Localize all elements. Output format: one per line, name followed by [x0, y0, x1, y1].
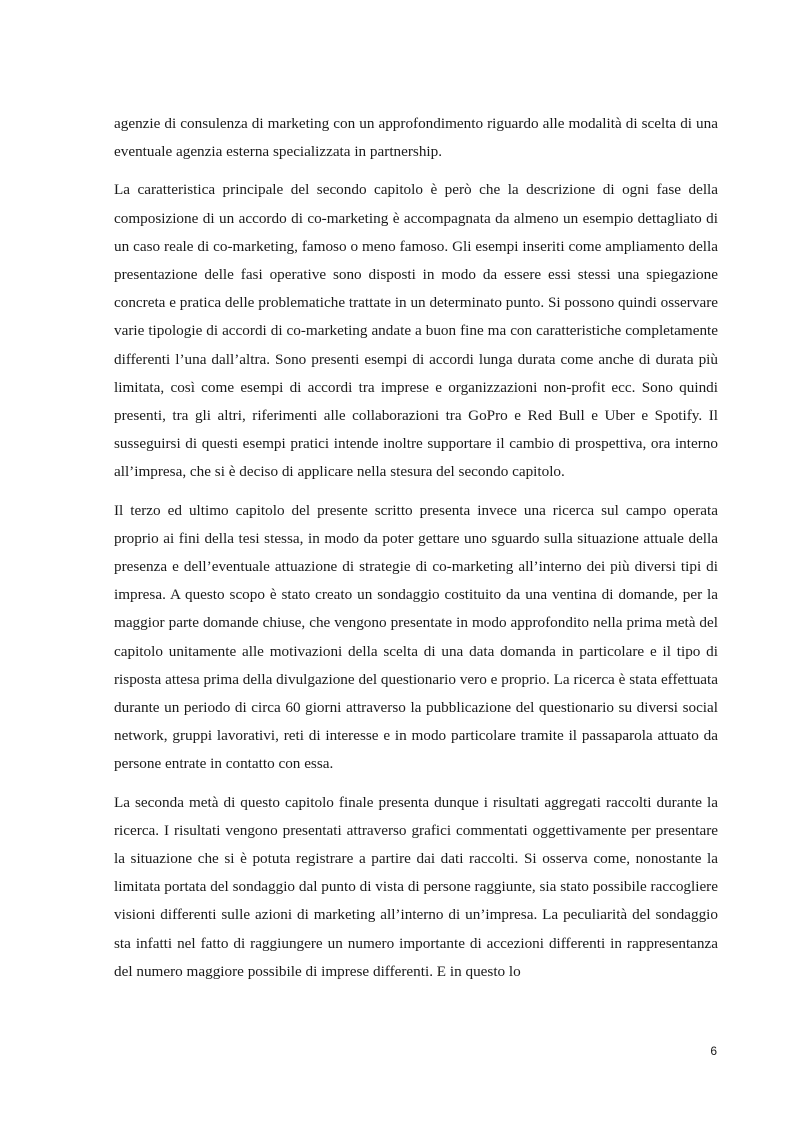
paragraph-third-chapter: Il terzo ed ultimo capitolo del presente scritto presenta invece una ricerca sul campo operata proprio ai fini della tesi stessa, in modo da poter gettare uno sguardo sulla situazione attuale della presenza e dell’eventuale attuazione di strategie di co-marketing all’interno dei più diversi tipi di impresa. A questo scopo è stato creato un sondaggio costituito da una ventina di domande, per la maggior parte domande chiuse, che vengono presentate in modo approfondito nella prima metà del capitolo unitamente alle motivazioni della scelta di una data domanda in particolare e il tipo di risposta attesa prima della divulgazione del questionario vero e proprio. La ricerca è stata effettuata durante un periodo di circa 60 giorni attraverso la pubblicazione del questionario su diversi social network, gruppi lavorativi, reti di interesse e in modo particolare tramite il passaparola attuato da persone entrate in contatto con essa.: [114, 501, 718, 773]
paragraph-continuation: agenzie di consulenza di marketing con un approfondimento riguardo alle modalità di scelta di una eventuale agenzia esterna specializzata in partnership.: [114, 115, 718, 161]
paragraph-results: La seconda metà di questo capitolo finale presenta dunque i risultati aggregati raccolti durante la ricerca. I risultati vengono presentati attraverso grafici commentati oggettivamente per presentare la situazione che si è potuta registrare a partire dai dati raccolti. Si osserva come, nonostante la limitata portata del sondaggio dal punto di vista di persone raggiunte, sia stato possibile raccogliere visioni differenti sulle azioni di marketing all’interno di un’impresa. La peculiarità del sondaggio sta infatti nel fatto di raggiungere un numero importante di accezioni differenti in rappresentanza del numero maggiore possibile di imprese differenti. E in questo lo: [114, 793, 718, 980]
page-number: 6: [710, 1044, 717, 1058]
paragraph-second-chapter: La caratteristica principale del secondo capitolo è però che la descrizione di ogni fase della composizione di un accordo di co-marketing è accompagnata da almeno un esempio dettagliato di un caso reale di co-marketing, famoso o meno famoso. Gli esempi inseriti come ampliamento della presentazione delle fasi operative sono disposti in modo da essere essi stessi una spiegazione concreta e pratica delle problematiche trattate in un determinato punto. Si possono quindi osservare varie tipologie di accordi di co-marketing andate a buon fine ma con caratteristiche completamente differenti l’una dall’altra. Sono presenti esempi di accordi lunga durata come anche di durata più limitata, così come esempi di accordi tra imprese e organizzazioni non-profit ecc. Sono quindi presenti, tra gli altri, riferimenti alle collaborazioni tra GoPro e Red Bull e Uber e Spotify. Il susseguirsi di questi esempi pratici intende inoltre supportare il cambio di prospettiva, ora interno all’impresa, che si è deciso di applicare nella stesura del secondo capitolo.: [114, 181, 718, 481]
body-text: [114, 110, 718, 996]
